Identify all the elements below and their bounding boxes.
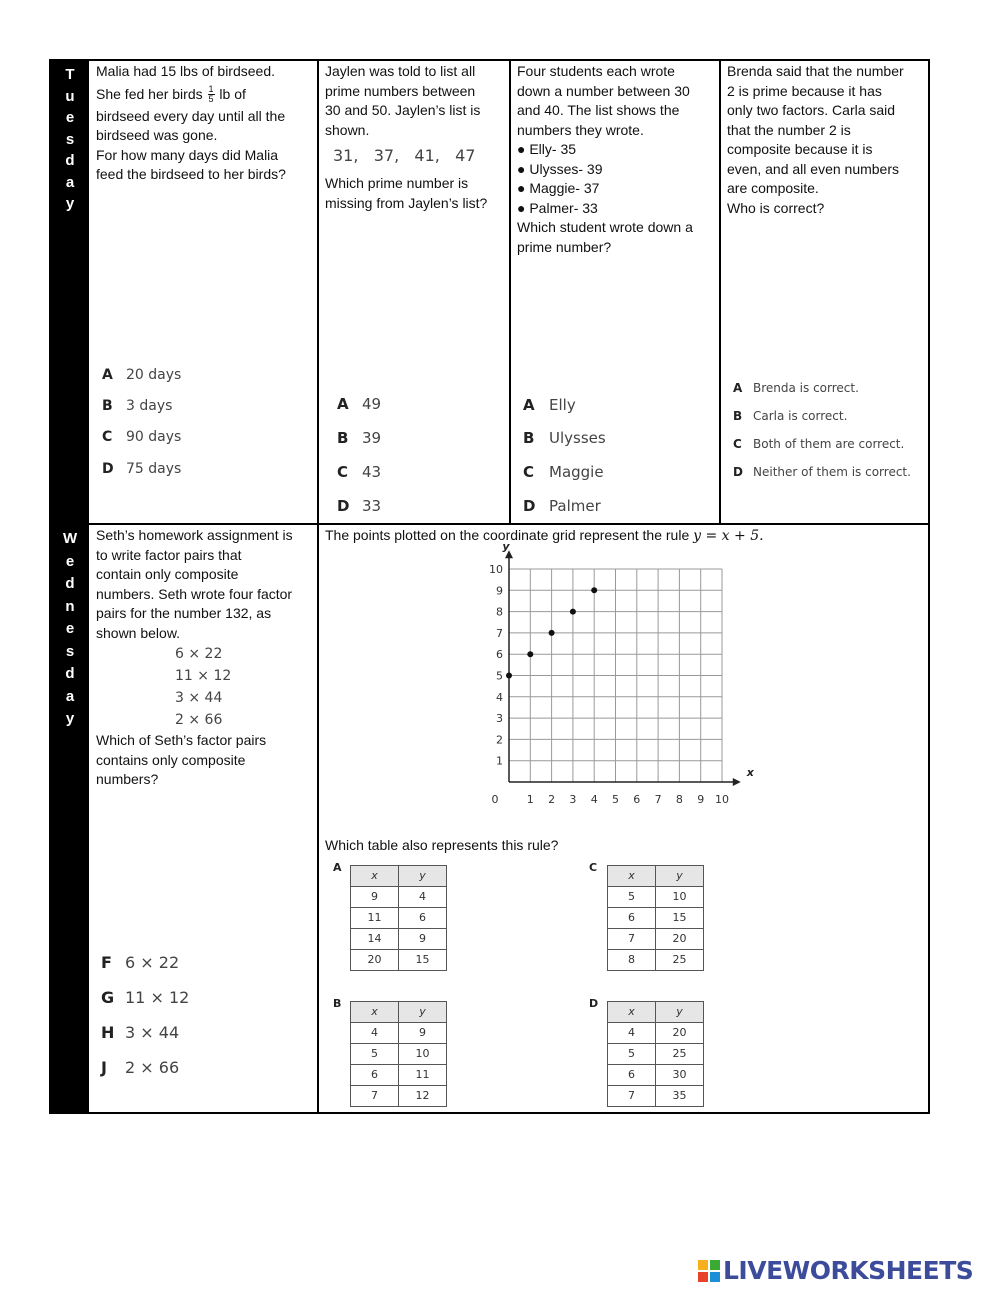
q4-line: only two factors. Carla said [727, 102, 896, 118]
y-tick-label: 2 [496, 733, 503, 747]
y-tick-label: 1 [496, 754, 503, 768]
day-label-wednesday [51, 525, 89, 1112]
worksheet-table [49, 59, 930, 1114]
table-cell: 20 [656, 929, 704, 950]
option-a[interactable] [337, 395, 381, 415]
question-brenda-carla [721, 61, 930, 523]
y-tick-label: 7 [496, 626, 503, 640]
q3-bullet: ● Ulysses- 39 [517, 160, 603, 177]
table-row [351, 887, 447, 908]
q3-line: numbers they wrote. [517, 121, 644, 138]
option-letter: G [101, 988, 115, 1007]
q5-question: numbers? [96, 771, 159, 787]
origin-label: 0 [491, 793, 499, 806]
day-label-tuesday [51, 61, 89, 523]
q3-bullet: ● Palmer- 33 [517, 199, 598, 216]
q3-bullet: ● Elly- 35 [517, 141, 577, 157]
x-tick-label: 8 [675, 793, 683, 806]
q2-question: Which prime number is [325, 175, 469, 191]
option-g[interactable] [101, 988, 189, 1008]
logo-text: LIVEWORKSHEETS [723, 1256, 974, 1285]
answer-table-a[interactable] [350, 865, 447, 971]
table-cell: x [351, 1002, 399, 1023]
table-cell: 7 [608, 929, 656, 950]
y-tick-label: 4 [496, 690, 503, 704]
option-letter: A [523, 396, 535, 414]
option-text: Neither of them is correct. [753, 465, 911, 479]
option-c[interactable] [733, 435, 904, 455]
option-text: 90 days [126, 429, 182, 445]
table-header-row [351, 1002, 447, 1023]
table-cell: 7 [351, 1086, 399, 1107]
table-header-row [608, 866, 704, 887]
table-row [608, 908, 704, 929]
q1-line: Malia had 15 lbs of birdseed. [96, 63, 275, 79]
table-cell: 6 [608, 908, 656, 929]
table-cell: y [399, 866, 447, 887]
option-letter: C [102, 429, 113, 445]
q5-line: numbers. Seth wrote four factor [96, 585, 293, 602]
y-tick-label: 6 [496, 648, 503, 662]
q3-question: prime number? [517, 238, 612, 255]
y-tick-label: 9 [496, 584, 503, 598]
q2-line: prime numbers between [325, 82, 476, 99]
q4-line: that the number 2 is [727, 121, 851, 138]
table-row [351, 929, 447, 950]
q5-line: shown below. [96, 624, 181, 641]
option-a[interactable] [523, 396, 576, 416]
answer-table-c[interactable] [607, 865, 704, 971]
q3-question: Which student wrote down a [517, 219, 693, 235]
q1-line: birdseed was gone. [96, 127, 218, 143]
option-text: 2 × 66 [125, 1058, 180, 1077]
data-point [591, 587, 597, 593]
option-d[interactable] [337, 497, 381, 517]
table-row [608, 887, 704, 908]
table-cell: 25 [656, 1044, 704, 1065]
option-c[interactable] [337, 463, 381, 483]
option-letter: C [733, 437, 742, 451]
x-tick-label: 9 [697, 793, 705, 806]
liveworksheets-logo [698, 1256, 973, 1285]
x-tick-label: 5 [612, 793, 619, 806]
table-cell: 9 [351, 887, 399, 908]
option-letter: J [101, 1058, 107, 1077]
option-letter: H [101, 1023, 115, 1042]
table-row [608, 1044, 704, 1065]
table-label-b: B [333, 997, 342, 1010]
q3-bullet: ● Maggie- 37 [517, 180, 600, 196]
table-row [608, 1023, 704, 1044]
option-text: 39 [362, 429, 382, 447]
q1-line: feed the birdseed to her birds? [96, 166, 286, 182]
table-cell: 11 [351, 908, 399, 929]
q5-question: contains only composite [96, 751, 246, 768]
question-coordinate-rule [319, 525, 930, 1112]
table-cell: 14 [351, 929, 399, 950]
coordinate-grid [469, 540, 769, 832]
q5-question: Which of Seth’s factor pairs [96, 732, 267, 748]
option-letter: C [337, 463, 349, 481]
table-cell: x [351, 866, 399, 887]
factor-pair: 6 × 22 [175, 646, 223, 662]
data-point [506, 673, 512, 679]
option-b[interactable] [337, 429, 381, 449]
q3-line: and 40. The list shows the [517, 102, 680, 118]
option-a[interactable] [102, 366, 181, 386]
table-header-row [608, 1002, 704, 1023]
option-c[interactable] [102, 428, 181, 448]
option-f[interactable] [101, 953, 179, 973]
table-cell: 10 [656, 887, 704, 908]
x-tick-label: 4 [590, 793, 598, 806]
rule-equation: y = x + 5. [693, 528, 764, 544]
table-cell: y [656, 1002, 704, 1023]
option-j[interactable] [101, 1058, 179, 1078]
y-axis-label: y [502, 540, 510, 554]
fraction-denominator: 5 [208, 94, 214, 105]
q4-line: even, and all even numbers [727, 160, 899, 177]
q6-intro-text: The points plotted on the coordinate grid represent the rule [325, 527, 690, 543]
option-letter: A [337, 395, 349, 413]
x-tick-label: 6 [633, 793, 641, 806]
x-tick-label: 3 [569, 793, 577, 806]
q2-line: Jaylen was told to list all [325, 63, 476, 79]
x-tick-label: 7 [654, 793, 662, 806]
table-row [608, 1065, 704, 1086]
x-axis-label: x [746, 766, 754, 779]
q4-line: 2 is prime because it has [727, 82, 882, 99]
option-letter: A [733, 381, 743, 395]
question-students-prime [511, 61, 719, 523]
table-row [608, 1086, 704, 1107]
option-text: Maggie [549, 463, 604, 481]
option-text: 49 [362, 395, 382, 413]
y-tick-label: 3 [496, 712, 503, 726]
data-point [527, 651, 533, 657]
table-row [351, 1044, 447, 1065]
option-d[interactable] [733, 463, 911, 483]
q1-line-fraction [96, 82, 311, 107]
table-cell: y [656, 866, 704, 887]
q6-question: Which table also represents this rule? [325, 837, 559, 853]
q4-line: are composite. [727, 180, 819, 196]
q2-line: shown. [325, 121, 370, 138]
q5-line: to write factor pairs that [96, 546, 242, 563]
answer-table-d[interactable] [607, 1001, 704, 1107]
table-cell: 9 [399, 929, 447, 950]
table-header-row [351, 866, 447, 887]
question-birdseed [90, 61, 317, 523]
logo-icon [698, 1260, 720, 1282]
option-d[interactable] [523, 497, 601, 517]
table-cell: 9 [399, 1023, 447, 1044]
q4-line: composite because it is [727, 141, 873, 157]
table-cell: 7 [608, 1086, 656, 1107]
table-label-d: D [589, 997, 599, 1010]
option-letter: B [523, 429, 535, 447]
x-tick-label: 1 [526, 793, 534, 806]
option-letter: B [337, 429, 349, 447]
option-letter: A [102, 367, 113, 383]
option-text: 11 × 12 [125, 988, 190, 1007]
table-cell: 5 [608, 1044, 656, 1065]
table-cell: 10 [399, 1044, 447, 1065]
table-cell: 20 [351, 950, 399, 971]
q1-line: For how many days did Malia [96, 146, 279, 163]
table-cell: y [399, 1002, 447, 1023]
q2-question: missing from Jaylen’s list? [325, 194, 488, 211]
table-cell: 25 [656, 950, 704, 971]
table-cell: x [608, 1002, 656, 1023]
factor-pair-list [96, 643, 311, 731]
fraction-numerator: 1 [208, 84, 214, 95]
table-row [351, 950, 447, 971]
table-cell: 15 [656, 908, 704, 929]
option-letter: B [102, 398, 113, 414]
option-b[interactable] [733, 407, 847, 427]
table-row [351, 1023, 447, 1044]
q6-intro [325, 526, 924, 547]
data-point [549, 630, 555, 636]
table-cell: 6 [399, 908, 447, 929]
option-letter: D [337, 497, 350, 515]
table-cell: 5 [608, 887, 656, 908]
option-h[interactable] [101, 1023, 179, 1043]
table-cell: 5 [351, 1044, 399, 1065]
x-tick-label: 10 [715, 793, 729, 806]
table-cell: 20 [656, 1023, 704, 1044]
day-text-wednesday: Wednesday [63, 530, 78, 727]
option-b[interactable] [523, 429, 606, 449]
q2-line: 30 and 50. Jaylen’s list is [325, 102, 481, 118]
question-prime-list [319, 61, 509, 523]
option-text: Ulysses [549, 429, 606, 447]
option-text: 75 days [126, 461, 182, 477]
factor-pair: 3 × 44 [175, 690, 223, 706]
option-text: 3 days [126, 398, 173, 414]
table-cell: 12 [399, 1086, 447, 1107]
prime-list: 31, 37, 41, 47 [333, 146, 476, 165]
table-row [351, 1065, 447, 1086]
option-letter: D [733, 465, 743, 479]
option-text: Palmer [549, 497, 601, 515]
table-cell: x [608, 866, 656, 887]
option-text: 43 [362, 463, 382, 481]
q5-line: pairs for the number 132, as [96, 605, 272, 621]
option-letter: D [102, 461, 114, 477]
option-text: Brenda is correct. [753, 381, 859, 395]
q5-line: Seth’s homework assignment is [96, 527, 293, 543]
y-tick-label: 10 [489, 563, 503, 576]
table-cell: 6 [608, 1065, 656, 1086]
option-a[interactable] [733, 379, 859, 399]
option-letter: F [101, 953, 112, 972]
option-c[interactable] [523, 463, 604, 483]
option-letter: C [523, 463, 535, 481]
table-row [351, 908, 447, 929]
option-letter: D [523, 497, 536, 515]
option-text: 6 × 22 [125, 953, 180, 972]
table-cell: 4 [351, 1023, 399, 1044]
table-cell: 4 [399, 887, 447, 908]
option-letter: B [733, 409, 743, 423]
table-label-c: C [589, 861, 598, 874]
q4-line: Brenda said that the number [727, 63, 904, 79]
q1-text: lb of [219, 85, 246, 102]
option-b[interactable] [102, 397, 172, 417]
table-row [351, 1086, 447, 1107]
table-cell: 15 [399, 950, 447, 971]
table-cell: 35 [656, 1086, 704, 1107]
q3-line: down a number between 30 [517, 82, 690, 99]
option-text: 3 × 44 [125, 1023, 180, 1042]
table-cell: 6 [351, 1065, 399, 1086]
x-axis-arrow [733, 778, 741, 786]
table-cell: 11 [399, 1065, 447, 1086]
option-text: Carla is correct. [753, 409, 848, 423]
y-tick-label: 8 [496, 605, 503, 619]
q1-text: She fed her birds [96, 85, 203, 102]
y-tick-label: 5 [496, 669, 503, 683]
option-text: Both of them are correct. [753, 437, 905, 451]
data-point [570, 609, 576, 615]
option-d[interactable] [102, 460, 181, 480]
q4-line: Who is correct? [727, 199, 825, 216]
q1-line: birdseed every day until all the [96, 107, 286, 124]
q5-line: contain only composite [96, 566, 239, 582]
table-cell: 30 [656, 1065, 704, 1086]
answer-table-b[interactable] [350, 1001, 447, 1107]
table-row [608, 929, 704, 950]
option-text: Elly [549, 396, 576, 414]
option-text: 33 [362, 497, 382, 515]
factor-pair: 11 × 12 [175, 668, 232, 684]
day-text-tuesday: Tuesday [65, 66, 75, 212]
table-label-a: A [333, 861, 342, 874]
factor-pair: 2 × 66 [175, 712, 223, 728]
table-cell: 4 [608, 1023, 656, 1044]
question-factor-pairs [90, 525, 317, 1112]
table-row [608, 950, 704, 971]
table-cell: 8 [608, 950, 656, 971]
fraction-one-fifth [208, 85, 215, 104]
q3-line: Four students each wrote [517, 63, 675, 79]
option-text: 20 days [126, 367, 182, 383]
x-tick-label: 2 [548, 793, 556, 806]
